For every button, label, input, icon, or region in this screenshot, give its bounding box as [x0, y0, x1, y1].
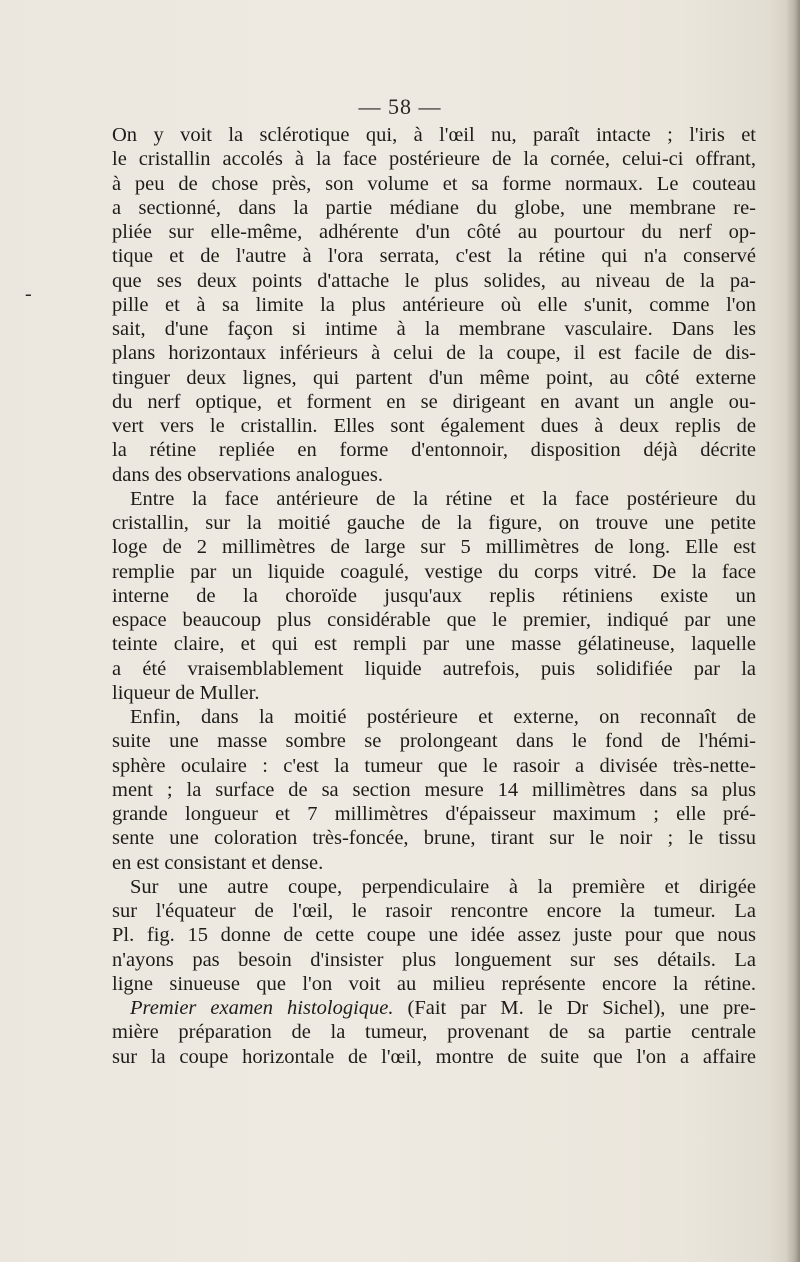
text-line: la rétine repliée en forme d'entonnoir, disposition déjà décrite	[112, 439, 756, 462]
text-line: sur l'équateur de l'œil, le rasoir rencontre encore la tumeur. La	[112, 900, 756, 922]
text-line: a été vraisemblablement liquide autrefois, puis solidifiée par la	[112, 657, 756, 680]
text-line: en est consistant et dense.	[112, 851, 324, 874]
text-line: Sur une autre coupe, perpendiculaire à la première et dirigée	[130, 875, 756, 898]
margin-mark: -	[25, 283, 32, 305]
text-line: sphère oculaire : c'est la tumeur que le rasoir a divisée très-nette-	[112, 754, 756, 777]
text-line: teinte claire, et qui est rempli par une masse gélatineuse, laquelle	[112, 633, 756, 656]
text-line: que ses deux points d'attache le plus solides, au niveau de la pa-	[112, 269, 756, 292]
text-line: sur la coupe horizontale de l'œil, montre de suite que l'on a affaire	[112, 1045, 756, 1068]
text-line: tique et de l'autre à l'ora serrata, c'est la rétine qui n'a conservé	[112, 245, 756, 268]
text-line: pliée sur elle-même, adhérente d'un côté au pourtour du nerf op-	[112, 221, 756, 243]
text-line-exam	[112, 996, 756, 1020]
text-line: sente une coloration très-foncée, brune, tirant sur le noir ; le tissu	[112, 827, 756, 850]
text-line: pille et à sa limite la plus antérieure où elle s'unit, comme l'on	[112, 293, 756, 316]
text-line: plans horizontaux inférieurs à celui de la coupe, il est facile de dis-	[112, 342, 756, 365]
page-binding-edge	[786, 0, 800, 1262]
text-line: tinguer deux lignes, qui partent d'un même point, au côté externe	[112, 366, 756, 389]
text-line: espace beaucoup plus considérable que le premier, indiqué par une	[112, 609, 756, 631]
text-line: mière préparation de la tumeur, provenant de sa partie centrale	[112, 1021, 756, 1044]
text-line: grande longueur et 7 millimètres d'épaisseur maximum ; elle pré-	[112, 803, 756, 825]
text-line: a sectionné, dans la partie médiane du globe, une membrane re-	[112, 196, 756, 219]
text-line: sait, d'une façon si intime à la membrane vasculaire. Dans les	[112, 318, 756, 340]
text-line: ligne sinueuse que l'on voit au milieu représente encore la rétine.	[112, 972, 756, 995]
text-line: Entre la face antérieure de la rétine et la face postérieure du	[130, 487, 756, 510]
text-line: ment ; la surface de sa section mesure 14 millimètres dans sa plus	[112, 778, 756, 801]
text-line: loge de 2 millimètres de large sur 5 millimètres de long. Elle est	[112, 536, 756, 559]
text-line: Pl. fig. 15 donne de cette coupe une idée assez juste pour que nous	[112, 924, 756, 947]
text-line: liqueur de Muller.	[112, 681, 260, 704]
text-line: à peu de chose près, son volume et sa forme normaux. Le couteau	[112, 172, 756, 195]
body-text	[112, 123, 756, 1069]
text-line: cristallin, sur la moitié gauche de la figure, on trouve une petite	[112, 512, 756, 534]
text-line: vert vers le cristallin. Elles sont également dues à deux replis de	[112, 415, 756, 437]
exam-title-rest: (Fait par M. le Dr Sichel), une pre-	[393, 997, 757, 1019]
page-number: — 58 —	[358, 94, 442, 119]
text-line: interne de la choroïde jusqu'aux replis rétiniens existe un	[112, 584, 756, 607]
text-line: suite une masse sombre se prolongeant dans le fond de l'hémi-	[112, 730, 756, 753]
text-line: le cristallin accolés à la face postérieure de la cornée, celui-ci offrant,	[112, 148, 756, 171]
text-line: dans des observations analogues.	[112, 463, 383, 486]
text-line: n'ayons pas besoin d'insister plus longuement sur ses détails. La	[112, 948, 756, 971]
text-line: remplie par un liquide coagulé, vestige du corps vitré. De la face	[112, 560, 756, 583]
text-line: Enfin, dans la moitié postérieure et externe, on reconnaît de	[130, 706, 756, 728]
exam-title: Premier examen histologique.	[130, 997, 394, 1019]
text-line: du nerf optique, et forment en se dirigeant en avant un angle ou-	[112, 390, 756, 413]
text-line: On y voit la sclérotique qui, à l'œil nu, paraît intacte ; l'iris et	[112, 124, 756, 146]
